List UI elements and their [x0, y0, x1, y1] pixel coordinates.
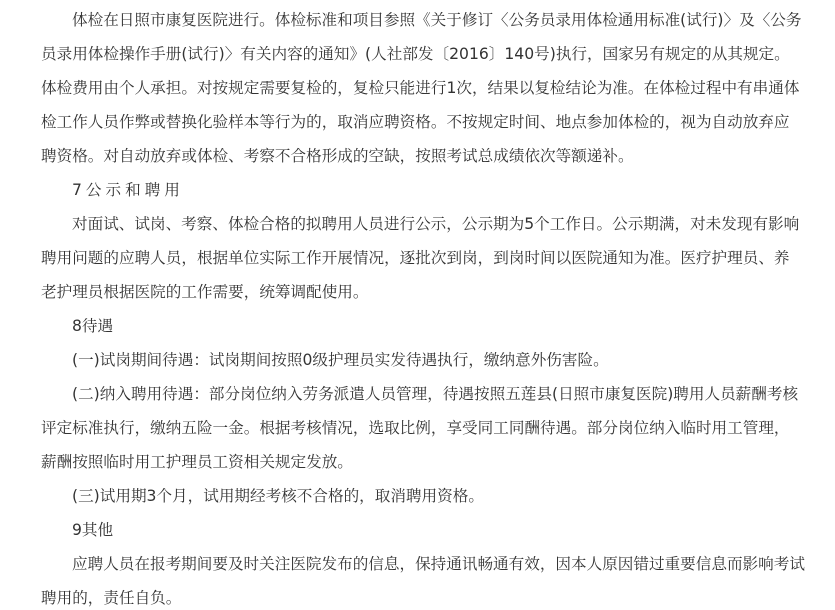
section-8-item-2: (二)纳入聘用待遇：部分岗位纳入劳务派遣人员管理，待遇按照五莲县(日照市康复医院)聘用人员薪酬考核评定标准执行，缴纳五险一金。根据考核情况，选取比例，享受同工同酬待遇。部分岗位纳入临时用工管理，薪酬按照临时用工护理员工资相关规定发放。 [41, 385, 799, 471]
physical-exam-paragraph: 体检在日照市康复医院进行。体检标准和项目参照《关于修订〈公务员录用体检通用标准(试行)〉及〈公务员录用体检操作手册(试行)〉有关内容的通知》(人社部发〔2016〕140号)执行，国家另有规定的从其规定。体检费用由个人承担。对按规定需要复检的，复检只能进行1次，结果以复检结论为准。在体检过程中有串通体检工作人员作弊或替换化验样本等行为的，取消应聘资格。不按规定时间、地点参加体检的，视为自动放弃应聘资格。对自动放弃或体检、考察不合格形成的空缺，按照考试总成绩依次等额递补。 [41, 11, 802, 165]
section-7-paragraph: 对面试、试岗、考察、体检合格的拟聘用人员进行公示，公示期为5个工作日。公示期满，对未发现有影响聘用问题的应聘人员，根据单位实际工作开展情况，逐批次到岗，到岗时间以医院通知为准。医疗护理员、养老护理员根据医院的工作需要，统筹调配使用。 [41, 215, 800, 301]
section-9-heading: 9其他 [72, 521, 114, 539]
section-8-item-1: (一)试岗期间待遇：试岗期间按照0级护理员实发待遇执行，缴纳意外伤害险。 [72, 351, 609, 369]
section-8-item-3: (三)试用期3个月，试用期经考核不合格的，取消聘用资格。 [72, 487, 484, 505]
section-7-heading: 7公示和聘用 [72, 181, 184, 199]
section-8-heading: 8待遇 [72, 317, 114, 335]
section-9-paragraph: 应聘人员在报考期间要及时关注医院发布的信息，保持通讯畅通有效，因本人原因错过重要信息而影响考试聘用的，责任自负。 [41, 555, 805, 607]
